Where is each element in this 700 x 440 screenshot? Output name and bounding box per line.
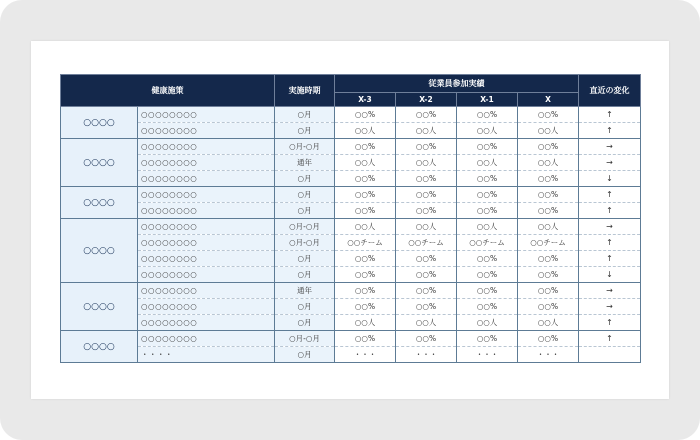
value-cell: ○○% bbox=[396, 107, 457, 123]
measure-item: ○○○○○○○○ bbox=[138, 139, 275, 155]
health-measures-table bbox=[60, 74, 641, 363]
period-cell: ○月-○月 bbox=[275, 219, 335, 235]
measure-item: ○○○○○○○○ bbox=[138, 267, 275, 283]
value-cell: ○○% bbox=[457, 331, 518, 347]
value-cell: ○○人 bbox=[335, 123, 396, 139]
header-health-measure: 健康施策 bbox=[61, 75, 275, 107]
change-arrow: ↑ bbox=[579, 251, 641, 267]
measure-item: ○○○○○○○○ bbox=[138, 331, 275, 347]
value-cell: ○○% bbox=[335, 299, 396, 315]
value-cell: ○○% bbox=[457, 203, 518, 219]
value-cell: ○○% bbox=[518, 107, 579, 123]
value-cell: ○○チーム bbox=[335, 235, 396, 251]
value-cell: ○○% bbox=[396, 139, 457, 155]
period-cell: ○月 bbox=[275, 171, 335, 187]
value-cell: ○○人 bbox=[518, 123, 579, 139]
measure-item: ・・・・ bbox=[138, 347, 275, 363]
table-row bbox=[61, 331, 641, 347]
change-arrow: → bbox=[579, 139, 641, 155]
value-cell: ○○% bbox=[396, 299, 457, 315]
measure-item: ○○○○○○○○ bbox=[138, 283, 275, 299]
table-row bbox=[61, 107, 641, 123]
table-row bbox=[61, 235, 641, 251]
value-cell: ○○% bbox=[457, 267, 518, 283]
value-cell: ○○チーム bbox=[396, 235, 457, 251]
value-cell: ○○% bbox=[518, 203, 579, 219]
table-row bbox=[61, 251, 641, 267]
value-cell: ○○% bbox=[457, 283, 518, 299]
value-cell: ○○% bbox=[518, 331, 579, 347]
header-year: X-1 bbox=[457, 93, 518, 107]
value-cell: ・・・ bbox=[335, 347, 396, 363]
value-cell: ○○% bbox=[335, 107, 396, 123]
value-cell: ○○% bbox=[457, 187, 518, 203]
change-arrow: ↑ bbox=[579, 315, 641, 331]
table-row bbox=[61, 187, 641, 203]
value-cell: ・・・ bbox=[396, 347, 457, 363]
period-cell: ○月 bbox=[275, 267, 335, 283]
value-cell: ○○人 bbox=[335, 315, 396, 331]
value-cell: ○○% bbox=[518, 251, 579, 267]
period-cell: ○月 bbox=[275, 299, 335, 315]
value-cell: ○○% bbox=[335, 139, 396, 155]
value-cell: ○○% bbox=[396, 251, 457, 267]
header-recent-change: 直近の変化 bbox=[579, 75, 641, 107]
change-arrow: ↑ bbox=[579, 331, 641, 347]
change-arrow: ↑ bbox=[579, 187, 641, 203]
value-cell: ○○% bbox=[457, 139, 518, 155]
table-row bbox=[61, 267, 641, 283]
value-cell: ○○% bbox=[335, 203, 396, 219]
period-cell: ○月 bbox=[275, 347, 335, 363]
measure-item: ○○○○○○○○ bbox=[138, 203, 275, 219]
value-cell: ○○% bbox=[396, 187, 457, 203]
header-participation: 従業員参加実績 bbox=[335, 75, 579, 93]
value-cell: ○○% bbox=[396, 203, 457, 219]
table-row bbox=[61, 139, 641, 155]
header-year: X-3 bbox=[335, 93, 396, 107]
value-cell: ○○% bbox=[518, 299, 579, 315]
period-cell: ○月 bbox=[275, 107, 335, 123]
change-arrow: ↑ bbox=[579, 123, 641, 139]
value-cell: ・・・ bbox=[518, 347, 579, 363]
value-cell: ○○人 bbox=[335, 155, 396, 171]
value-cell: ○○人 bbox=[396, 155, 457, 171]
measure-item: ○○○○○○○○ bbox=[138, 107, 275, 123]
table-row bbox=[61, 347, 641, 363]
value-cell: ○○% bbox=[518, 171, 579, 187]
value-cell: ○○% bbox=[396, 267, 457, 283]
value-cell: ○○% bbox=[457, 107, 518, 123]
table-row bbox=[61, 203, 641, 219]
table-row bbox=[61, 123, 641, 139]
measure-item: ○○○○○○○○ bbox=[138, 219, 275, 235]
value-cell: ○○% bbox=[335, 267, 396, 283]
change-arrow: → bbox=[579, 299, 641, 315]
period-cell: ○月-○月 bbox=[275, 235, 335, 251]
value-cell: ○○% bbox=[457, 251, 518, 267]
table-row bbox=[61, 171, 641, 187]
table-row bbox=[61, 299, 641, 315]
change-arrow: → bbox=[579, 219, 641, 235]
measure-item: ○○○○○○○○ bbox=[138, 251, 275, 267]
measure-item: ○○○○○○○○ bbox=[138, 235, 275, 251]
change-arrow: → bbox=[579, 155, 641, 171]
period-cell: ○月-○月 bbox=[275, 139, 335, 155]
measure-item: ○○○○○○○○ bbox=[138, 123, 275, 139]
value-cell: ○○人 bbox=[518, 155, 579, 171]
change-arrow bbox=[579, 347, 641, 363]
value-cell: ○○チーム bbox=[457, 235, 518, 251]
group-label: ○○○○ bbox=[61, 107, 138, 139]
period-cell: ○月 bbox=[275, 187, 335, 203]
value-cell: ・・・ bbox=[457, 347, 518, 363]
measure-item: ○○○○○○○○ bbox=[138, 155, 275, 171]
period-cell: ○月 bbox=[275, 315, 335, 331]
change-arrow: → bbox=[579, 283, 641, 299]
measure-item: ○○○○○○○○ bbox=[138, 187, 275, 203]
change-arrow: ↑ bbox=[579, 203, 641, 219]
value-cell: ○○人 bbox=[457, 315, 518, 331]
table-row bbox=[61, 155, 641, 171]
measure-item: ○○○○○○○○ bbox=[138, 299, 275, 315]
value-cell: ○○人 bbox=[396, 315, 457, 331]
header-period: 実施時期 bbox=[275, 75, 335, 107]
value-cell: ○○% bbox=[518, 187, 579, 203]
value-cell: ○○人 bbox=[457, 123, 518, 139]
value-cell: ○○% bbox=[335, 171, 396, 187]
value-cell: ○○人 bbox=[335, 219, 396, 235]
value-cell: ○○% bbox=[396, 283, 457, 299]
period-cell: 通年 bbox=[275, 283, 335, 299]
group-label: ○○○○ bbox=[61, 187, 138, 219]
value-cell: ○○% bbox=[518, 139, 579, 155]
change-arrow: ↓ bbox=[579, 171, 641, 187]
period-cell: ○月 bbox=[275, 203, 335, 219]
value-cell: ○○チーム bbox=[518, 235, 579, 251]
value-cell: ○○% bbox=[457, 299, 518, 315]
header-year: X bbox=[518, 93, 579, 107]
value-cell: ○○% bbox=[335, 251, 396, 267]
value-cell: ○○% bbox=[518, 283, 579, 299]
document-sheet bbox=[31, 41, 669, 399]
period-cell: ○月 bbox=[275, 123, 335, 139]
period-cell: ○月 bbox=[275, 251, 335, 267]
value-cell: ○○% bbox=[457, 171, 518, 187]
table-body bbox=[61, 107, 641, 363]
value-cell: ○○人 bbox=[396, 123, 457, 139]
value-cell: ○○人 bbox=[518, 219, 579, 235]
value-cell: ○○% bbox=[396, 331, 457, 347]
group-label: ○○○○ bbox=[61, 283, 138, 331]
group-label: ○○○○ bbox=[61, 331, 138, 363]
value-cell: ○○% bbox=[518, 267, 579, 283]
period-cell: ○月-○月 bbox=[275, 331, 335, 347]
value-cell: ○○人 bbox=[457, 155, 518, 171]
value-cell: ○○人 bbox=[457, 219, 518, 235]
value-cell: ○○% bbox=[335, 283, 396, 299]
value-cell: ○○% bbox=[396, 171, 457, 187]
value-cell: ○○% bbox=[335, 187, 396, 203]
table-row bbox=[61, 315, 641, 331]
table-row bbox=[61, 283, 641, 299]
group-label: ○○○○ bbox=[61, 219, 138, 283]
group-label: ○○○○ bbox=[61, 139, 138, 187]
table-row bbox=[61, 219, 641, 235]
change-arrow: ↓ bbox=[579, 267, 641, 283]
period-cell: 通年 bbox=[275, 155, 335, 171]
change-arrow: ↑ bbox=[579, 235, 641, 251]
measure-item: ○○○○○○○○ bbox=[138, 171, 275, 187]
measure-item: ○○○○○○○○ bbox=[138, 315, 275, 331]
value-cell: ○○人 bbox=[396, 219, 457, 235]
value-cell: ○○% bbox=[335, 331, 396, 347]
value-cell: ○○人 bbox=[518, 315, 579, 331]
header-year: X-2 bbox=[396, 93, 457, 107]
change-arrow: ↑ bbox=[579, 107, 641, 123]
